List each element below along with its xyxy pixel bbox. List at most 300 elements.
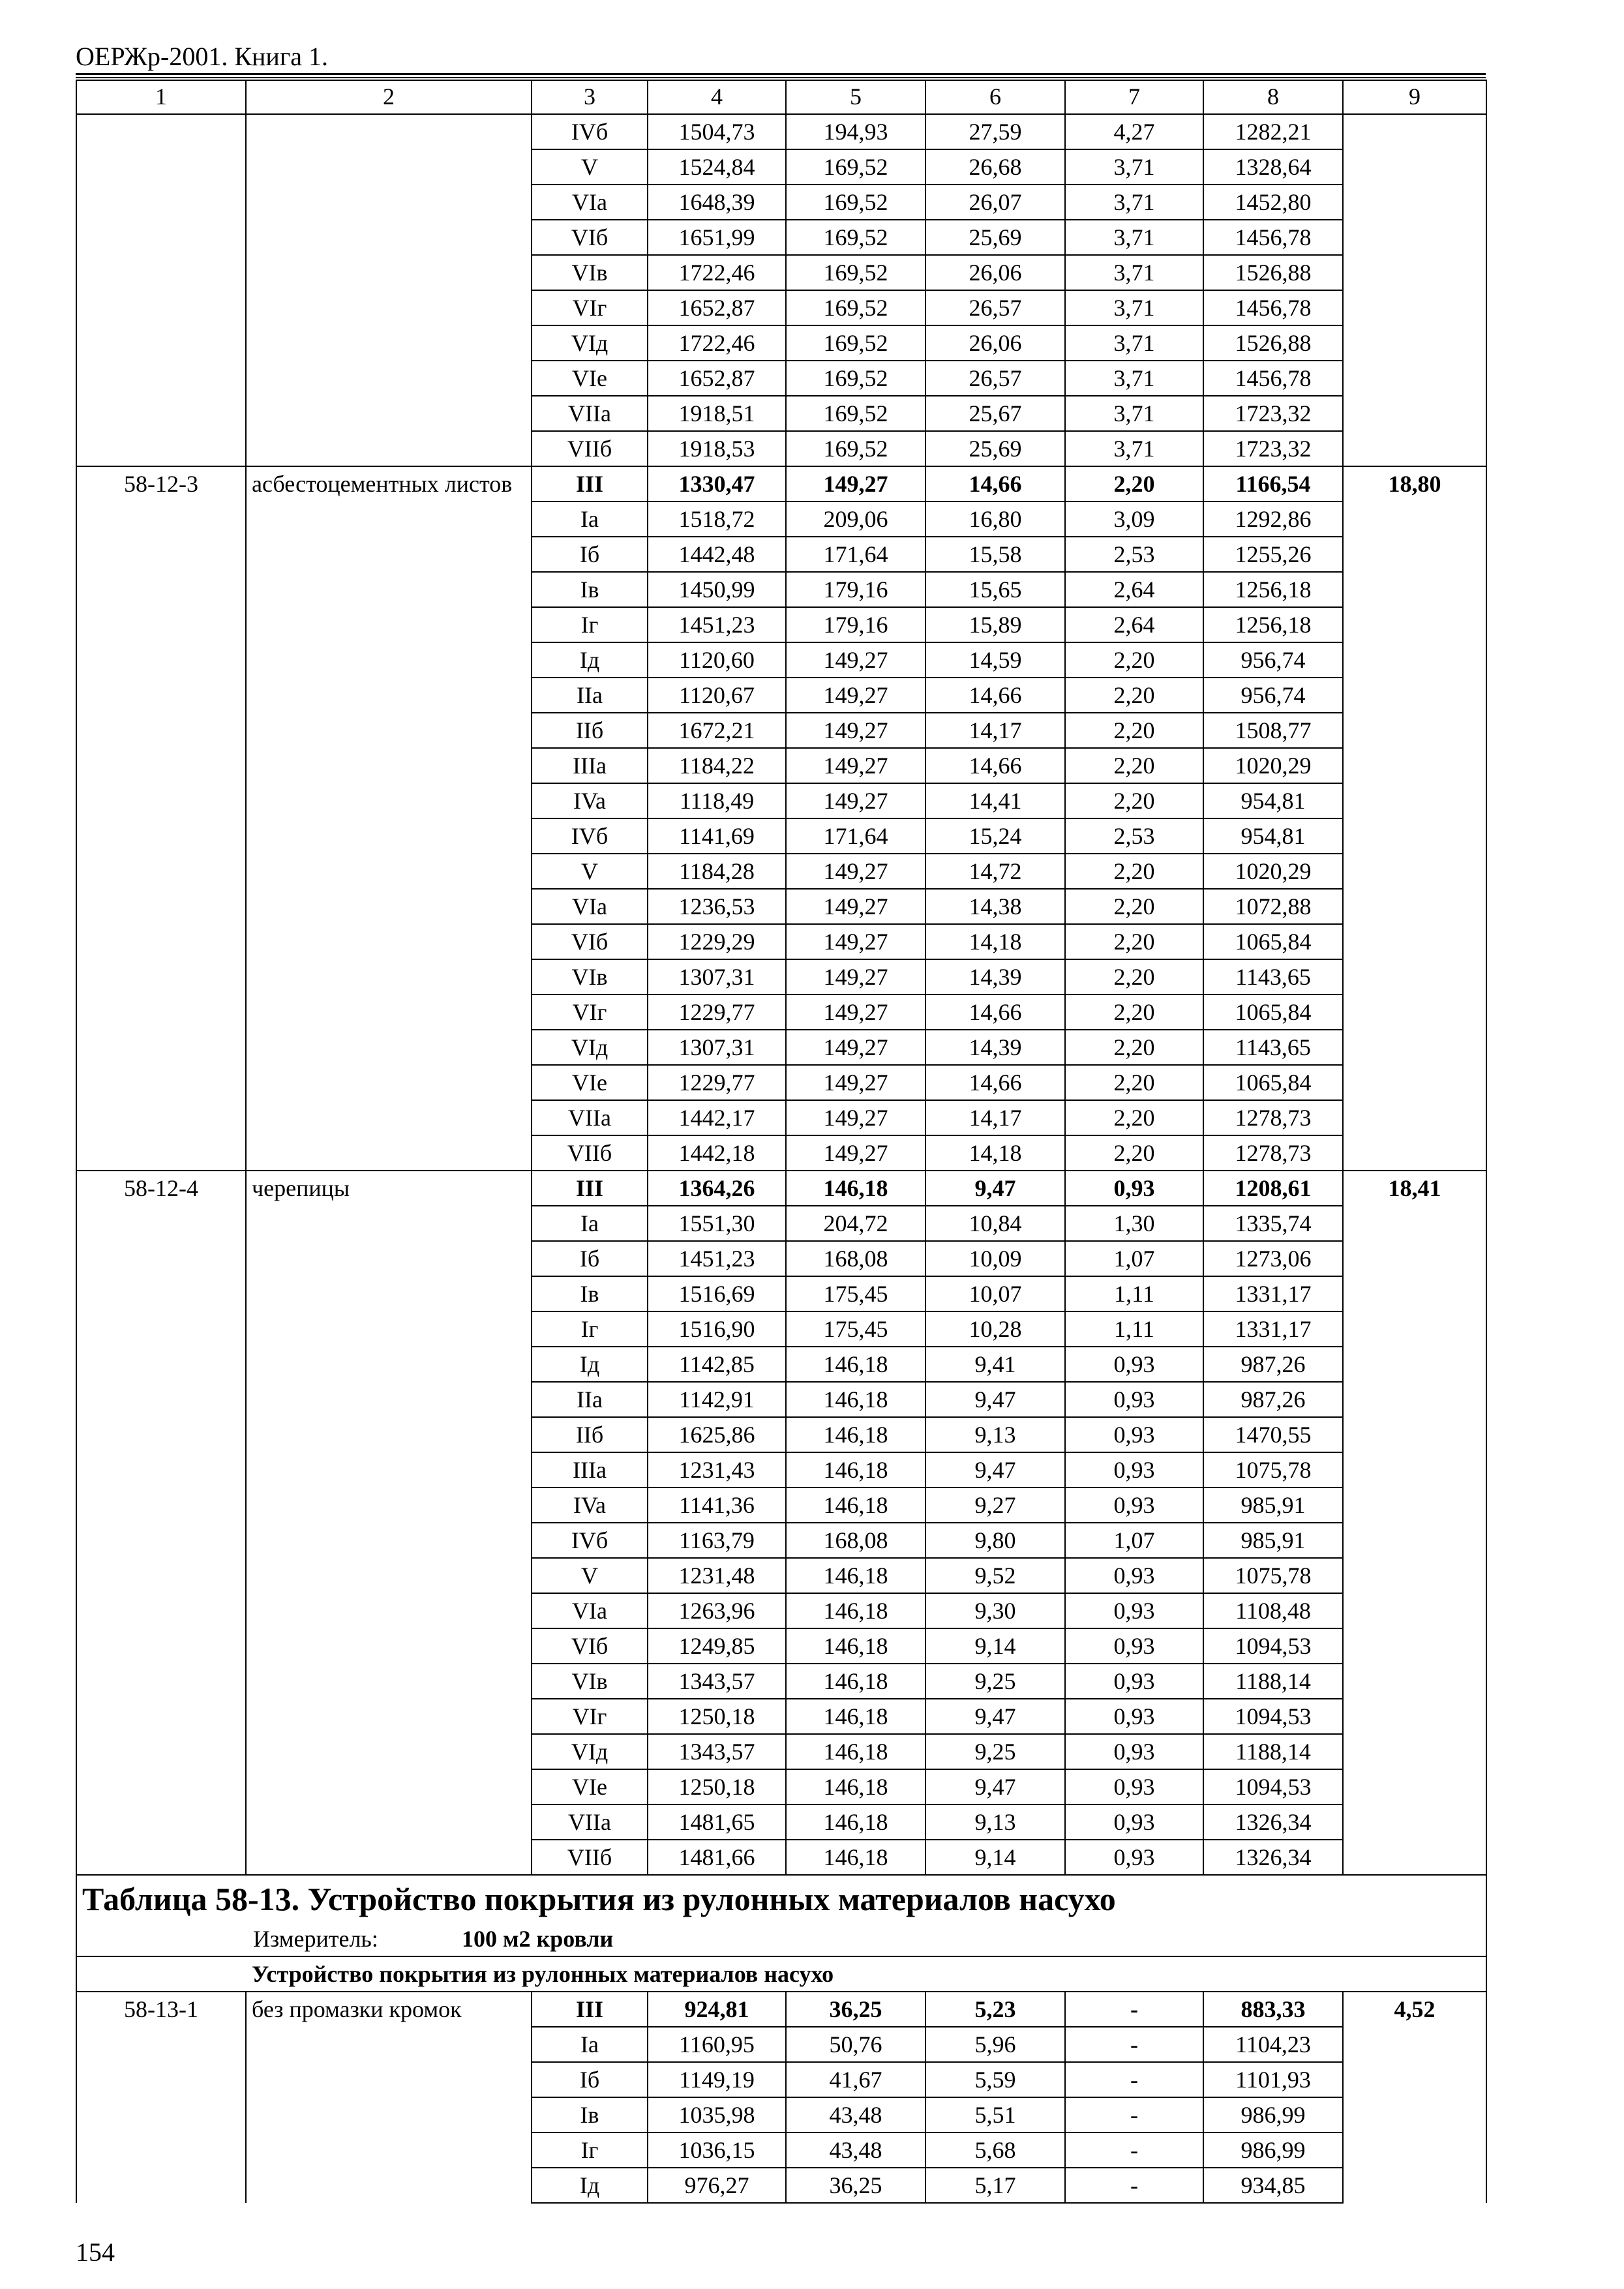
- table-cell: 0,93: [1065, 1417, 1203, 1452]
- table-cell: 9,47: [925, 1382, 1065, 1417]
- table-cell: IVб: [532, 818, 648, 854]
- table-cell: 149,27: [786, 1030, 925, 1065]
- table-cell: Ia: [532, 501, 648, 537]
- table-cell: 1141,36: [648, 1488, 786, 1523]
- table-cell: 2,20: [1065, 1135, 1203, 1171]
- table-cell: III: [532, 466, 648, 501]
- table-cell: 2,20: [1065, 748, 1203, 783]
- table-cell: 169,52: [786, 255, 925, 290]
- table-cell: 27,59: [925, 114, 1065, 149]
- table-cell: 3,71: [1065, 325, 1203, 361]
- table-row: [76, 1992, 1486, 2027]
- table-cell: 14,41: [925, 783, 1065, 818]
- table-cell: 15,24: [925, 818, 1065, 854]
- table-cell: IIIa: [532, 748, 648, 783]
- table-cell: 14,17: [925, 1100, 1065, 1135]
- table-cell: 956,74: [1203, 642, 1343, 678]
- table-cell: IIa: [532, 1382, 648, 1417]
- table-cell: 1651,99: [648, 220, 786, 255]
- table-cell: 9,47: [925, 1171, 1065, 1206]
- table-cell: 1035,98: [648, 2097, 786, 2132]
- table-cell: Ia: [532, 1206, 648, 1241]
- table-cell: Iг: [532, 1311, 648, 1347]
- table-cell: 1101,93: [1203, 2062, 1343, 2097]
- table-cell: 1450,99: [648, 572, 786, 607]
- table-cell: 1208,61: [1203, 1171, 1343, 1206]
- header-rule: [76, 73, 1486, 75]
- table-cell: IIa: [532, 678, 648, 713]
- table-cell: 1,11: [1065, 1311, 1203, 1347]
- table-cell: IIIa: [532, 1452, 648, 1488]
- table-cell: 25,69: [925, 431, 1065, 466]
- table-cell: 146,18: [786, 1558, 925, 1593]
- table-cell: Iг: [532, 2132, 648, 2168]
- table-cell: 976,27: [648, 2168, 786, 2203]
- table-cell: 15,65: [925, 572, 1065, 607]
- table-cell: -: [1065, 2168, 1203, 2203]
- table-cell: 2,64: [1065, 572, 1203, 607]
- table-cell: 146,18: [786, 1171, 925, 1206]
- table-cell: 50,76: [786, 2027, 925, 2062]
- table-cell: 3,71: [1065, 185, 1203, 220]
- item-code: 58-12-3: [76, 466, 246, 1171]
- table-cell: 36,25: [786, 1992, 925, 2027]
- table-cell: 14,18: [925, 924, 1065, 959]
- table-cell: 1036,15: [648, 2132, 786, 2168]
- table-cell: 1526,88: [1203, 325, 1343, 361]
- table-cell: 14,72: [925, 854, 1065, 889]
- table-cell: 1141,69: [648, 818, 786, 854]
- table-cell: VIв: [532, 1664, 648, 1699]
- table-cell: Iб: [532, 1241, 648, 1276]
- table-cell: 14,66: [925, 678, 1065, 713]
- table-title: Таблица 58-13. Устройство покрытия из рулонных материалов насухо: [76, 1875, 1486, 1922]
- table-cell: 1551,30: [648, 1206, 786, 1241]
- table-cell: 987,26: [1203, 1347, 1343, 1382]
- table-cell: -: [1065, 2097, 1203, 2132]
- table-cell: 14,66: [925, 748, 1065, 783]
- item-code: 58-12-4: [76, 1171, 246, 1875]
- table-cell: VIб: [532, 1628, 648, 1664]
- table-cell: 26,57: [925, 290, 1065, 325]
- table-cell: IVб: [532, 1523, 648, 1558]
- table-cell: 194,93: [786, 114, 925, 149]
- table-cell: 146,18: [786, 1347, 925, 1382]
- table-cell: 209,06: [786, 501, 925, 537]
- table-cell: 146,18: [786, 1593, 925, 1628]
- table-cell: 1,11: [1065, 1276, 1203, 1311]
- table-cell: IVб: [532, 114, 648, 149]
- item-labor-cost: 18,80: [1343, 466, 1486, 1171]
- table-cell: 175,45: [786, 1311, 925, 1347]
- table-cell: 26,06: [925, 255, 1065, 290]
- table-cell: 1163,79: [648, 1523, 786, 1558]
- table-cell: III: [532, 1171, 648, 1206]
- table-cell: 175,45: [786, 1276, 925, 1311]
- table-cell: Iг: [532, 607, 648, 642]
- table-cell: 1648,39: [648, 185, 786, 220]
- table-cell: 2,20: [1065, 678, 1203, 713]
- table-cell: 1249,85: [648, 1628, 786, 1664]
- table-cell: 3,71: [1065, 149, 1203, 185]
- table-row: [76, 114, 1486, 149]
- table-cell: 1292,86: [1203, 501, 1343, 537]
- table-cell: 2,20: [1065, 995, 1203, 1030]
- table-cell: 171,64: [786, 818, 925, 854]
- table-cell: VIIб: [532, 431, 648, 466]
- table-cell: 149,27: [786, 959, 925, 995]
- item-name: [246, 114, 532, 466]
- table-cell: 1231,48: [648, 1558, 786, 1593]
- table-cell: 1256,18: [1203, 607, 1343, 642]
- table-cell: 986,99: [1203, 2132, 1343, 2168]
- table-cell: 1188,14: [1203, 1734, 1343, 1769]
- table-cell: 1335,74: [1203, 1206, 1343, 1241]
- table-cell: 1184,22: [648, 748, 786, 783]
- table-cell: 14,18: [925, 1135, 1065, 1171]
- table-cell: VIa: [532, 889, 648, 924]
- table-cell: 169,52: [786, 325, 925, 361]
- table-cell: 1065,84: [1203, 1065, 1343, 1100]
- table-cell: 2,20: [1065, 924, 1203, 959]
- table-cell: 0,93: [1065, 1171, 1203, 1206]
- table-cell: 0,93: [1065, 1593, 1203, 1628]
- table-cell: 0,93: [1065, 1452, 1203, 1488]
- column-number: 8: [1203, 80, 1343, 114]
- table-cell: III: [532, 1992, 648, 2027]
- table-cell: 16,80: [925, 501, 1065, 537]
- column-number: 1: [76, 80, 246, 114]
- table-cell: 146,18: [786, 1699, 925, 1734]
- table-cell: 1504,73: [648, 114, 786, 149]
- table-cell: 9,47: [925, 1452, 1065, 1488]
- table-cell: 1273,06: [1203, 1241, 1343, 1276]
- table-cell: 1065,84: [1203, 995, 1343, 1030]
- table-cell: 1364,26: [648, 1171, 786, 1206]
- table-cell: 9,13: [925, 1417, 1065, 1452]
- table-cell: 1149,19: [648, 2062, 786, 2097]
- table-cell: 1020,29: [1203, 854, 1343, 889]
- table-cell: 1456,78: [1203, 361, 1343, 396]
- table-cell: 149,27: [786, 678, 925, 713]
- table-cell: 149,27: [786, 713, 925, 748]
- table-cell: 1231,43: [648, 1452, 786, 1488]
- table-cell: 954,81: [1203, 783, 1343, 818]
- table-cell: 146,18: [786, 1734, 925, 1769]
- table-cell: 1516,90: [648, 1311, 786, 1347]
- table-cell: 1,07: [1065, 1523, 1203, 1558]
- table-cell: VIб: [532, 924, 648, 959]
- table-cell: VIд: [532, 325, 648, 361]
- table-cell: VIe: [532, 361, 648, 396]
- table-cell: 1188,14: [1203, 1664, 1343, 1699]
- table-cell: 149,27: [786, 995, 925, 1030]
- table-cell: VIIб: [532, 1840, 648, 1875]
- header-rule-secondary: [76, 77, 1486, 78]
- table-cell: 1330,47: [648, 466, 786, 501]
- table-cell: 1104,23: [1203, 2027, 1343, 2062]
- table-cell: IIб: [532, 713, 648, 748]
- table-cell: 169,52: [786, 290, 925, 325]
- table-cell: 0,93: [1065, 1769, 1203, 1804]
- table-cell: 149,27: [786, 466, 925, 501]
- table-cell: 15,89: [925, 607, 1065, 642]
- table-cell: 146,18: [786, 1488, 925, 1523]
- table-cell: VIд: [532, 1734, 648, 1769]
- table-cell: 26,07: [925, 185, 1065, 220]
- table-cell: 1518,72: [648, 501, 786, 537]
- column-number: 2: [246, 80, 532, 114]
- price-table: [76, 80, 1487, 2204]
- table-cell: 0,93: [1065, 1347, 1203, 1382]
- table-cell: 2,20: [1065, 959, 1203, 995]
- table-cell: 10,84: [925, 1206, 1065, 1241]
- table-cell: Iд: [532, 1347, 648, 1382]
- table-cell: 9,47: [925, 1769, 1065, 1804]
- table-cell: 149,27: [786, 783, 925, 818]
- table-cell: 1918,53: [648, 431, 786, 466]
- table-cell: 14,38: [925, 889, 1065, 924]
- table-cell: 1065,84: [1203, 924, 1343, 959]
- table-cell: 3,71: [1065, 255, 1203, 290]
- table-cell: 169,52: [786, 396, 925, 431]
- table-cell: -: [1065, 2132, 1203, 2168]
- table-cell: 1094,53: [1203, 1628, 1343, 1664]
- table-title-row: [76, 1875, 1486, 1922]
- table-cell: 149,27: [786, 889, 925, 924]
- table-cell: 1229,29: [648, 924, 786, 959]
- table-cell: 1278,73: [1203, 1100, 1343, 1135]
- table-cell: 2,20: [1065, 1100, 1203, 1135]
- table-cell: 1120,60: [648, 642, 786, 678]
- table-cell: VIa: [532, 1593, 648, 1628]
- table-cell: 2,20: [1065, 783, 1203, 818]
- table-cell: 1526,88: [1203, 255, 1343, 290]
- table-cell: 14,66: [925, 1065, 1065, 1100]
- table-cell: 0,93: [1065, 1664, 1203, 1699]
- table-cell: 956,74: [1203, 678, 1343, 713]
- table-cell: 2,64: [1065, 607, 1203, 642]
- table-cell: 5,23: [925, 1992, 1065, 2027]
- table-cell: 149,27: [786, 1100, 925, 1135]
- table-cell: 1331,17: [1203, 1311, 1343, 1347]
- subheading-cell: [76, 1956, 1486, 1992]
- table-cell: 1160,95: [648, 2027, 786, 2062]
- table-cell: VIб: [532, 220, 648, 255]
- table-cell: V: [532, 1558, 648, 1593]
- table-cell: 1442,18: [648, 1135, 786, 1171]
- table-cell: 1625,86: [648, 1417, 786, 1452]
- table-cell: 169,52: [786, 149, 925, 185]
- table-cell: 0,93: [1065, 1840, 1203, 1875]
- table-cell: VIв: [532, 959, 648, 995]
- table-cell: 14,59: [925, 642, 1065, 678]
- table-cell: 149,27: [786, 748, 925, 783]
- table-cell: 168,08: [786, 1241, 925, 1276]
- table-cell: 5,17: [925, 2168, 1065, 2203]
- table-cell: VIe: [532, 1065, 648, 1100]
- table-cell: 1229,77: [648, 1065, 786, 1100]
- table-cell: 1255,26: [1203, 537, 1343, 572]
- table-cell: 1343,57: [648, 1734, 786, 1769]
- column-number: 6: [925, 80, 1065, 114]
- table-cell: 10,07: [925, 1276, 1065, 1311]
- table-cell: 1470,55: [1203, 1417, 1343, 1452]
- table-cell: 1282,21: [1203, 114, 1343, 149]
- table-cell: 41,67: [786, 2062, 925, 2097]
- table-cell: 2,20: [1065, 1030, 1203, 1065]
- table-cell: Ia: [532, 2027, 648, 2062]
- table-cell: Iб: [532, 2062, 648, 2097]
- table-cell: Iб: [532, 537, 648, 572]
- table-cell: 1142,91: [648, 1382, 786, 1417]
- subheading-row: [76, 1956, 1486, 1992]
- table-cell: 14,17: [925, 713, 1065, 748]
- table-cell: 0,93: [1065, 1734, 1203, 1769]
- item-labor-cost: [1343, 114, 1486, 466]
- table-cell: 9,52: [925, 1558, 1065, 1593]
- table-cell: 9,27: [925, 1488, 1065, 1523]
- item-code: 58-13-1: [76, 1992, 246, 2203]
- table-cell: 3,71: [1065, 361, 1203, 396]
- table-cell: 15,58: [925, 537, 1065, 572]
- table-cell: 0,93: [1065, 1382, 1203, 1417]
- table-cell: 5,59: [925, 2062, 1065, 2097]
- table-cell: 169,52: [786, 220, 925, 255]
- table-cell: 1456,78: [1203, 220, 1343, 255]
- table-cell: 14,66: [925, 466, 1065, 501]
- table-cell: 1229,77: [648, 995, 786, 1030]
- table-cell: 1256,18: [1203, 572, 1343, 607]
- table-cell: 1652,87: [648, 290, 786, 325]
- table-cell: 1,30: [1065, 1206, 1203, 1241]
- table-cell: VIв: [532, 255, 648, 290]
- table-cell: Iв: [532, 1276, 648, 1311]
- table-cell: Iв: [532, 2097, 648, 2132]
- column-number: 3: [532, 80, 648, 114]
- unit-value: 100 м2 кровли: [462, 1926, 614, 1952]
- table-cell: -: [1065, 1992, 1203, 2027]
- table-cell: 10,28: [925, 1311, 1065, 1347]
- table-cell: 179,16: [786, 607, 925, 642]
- table-cell: 1263,96: [648, 1593, 786, 1628]
- table-cell: 9,25: [925, 1664, 1065, 1699]
- table-row: [76, 1171, 1486, 1206]
- table-cell: 1072,88: [1203, 889, 1343, 924]
- table-cell: 3,71: [1065, 396, 1203, 431]
- table-cell: 9,80: [925, 1523, 1065, 1558]
- table-cell: 2,20: [1065, 889, 1203, 924]
- table-cell: 1516,69: [648, 1276, 786, 1311]
- table-cell: 146,18: [786, 1452, 925, 1488]
- table-cell: VIIa: [532, 1804, 648, 1840]
- table-cell: 1918,51: [648, 396, 786, 431]
- table-cell: VIIa: [532, 1100, 648, 1135]
- table-cell: 9,13: [925, 1804, 1065, 1840]
- table-cell: 4,27: [1065, 114, 1203, 149]
- table-cell: VIг: [532, 995, 648, 1030]
- table-cell: 987,26: [1203, 1382, 1343, 1417]
- table-cell: 1020,29: [1203, 748, 1343, 783]
- table-cell: 0,93: [1065, 1488, 1203, 1523]
- table-cell: 1166,54: [1203, 466, 1343, 501]
- column-number-row: [76, 80, 1486, 114]
- table-cell: 146,18: [786, 1417, 925, 1452]
- table-cell: 1331,17: [1203, 1276, 1343, 1311]
- table-cell: 14,66: [925, 995, 1065, 1030]
- table-cell: 954,81: [1203, 818, 1343, 854]
- table-cell: 0,93: [1065, 1804, 1203, 1840]
- table-cell: 1250,18: [648, 1699, 786, 1734]
- table-cell: 1075,78: [1203, 1558, 1343, 1593]
- table-cell: 1723,32: [1203, 431, 1343, 466]
- table-cell: 1075,78: [1203, 1452, 1343, 1488]
- table-cell: 169,52: [786, 361, 925, 396]
- item-name: без промазки кромок: [246, 1992, 532, 2203]
- table-cell: 26,06: [925, 325, 1065, 361]
- table-cell: 1328,64: [1203, 149, 1343, 185]
- item-labor-cost: 4,52: [1343, 1992, 1486, 2203]
- page-number: 154: [76, 2237, 115, 2267]
- table-cell: 1184,28: [648, 854, 786, 889]
- table-cell: 2,20: [1065, 1065, 1203, 1100]
- table-cell: 1723,32: [1203, 396, 1343, 431]
- table-cell: 1307,31: [648, 1030, 786, 1065]
- table-cell: VIг: [532, 1699, 648, 1734]
- table-cell: 924,81: [648, 1992, 786, 2027]
- table-cell: 883,33: [1203, 1992, 1343, 2027]
- table-cell: 1094,53: [1203, 1699, 1343, 1734]
- table-cell: 146,18: [786, 1769, 925, 1804]
- table-cell: 146,18: [786, 1664, 925, 1699]
- table-cell: 0,93: [1065, 1699, 1203, 1734]
- table-cell: VIa: [532, 185, 648, 220]
- table-cell: 14,39: [925, 1030, 1065, 1065]
- table-cell: 1142,85: [648, 1347, 786, 1382]
- table-cell: 1456,78: [1203, 290, 1343, 325]
- table-cell: 1143,65: [1203, 959, 1343, 995]
- table-cell: 1108,48: [1203, 1593, 1343, 1628]
- table-cell: 36,25: [786, 2168, 925, 2203]
- table-cell: 985,91: [1203, 1523, 1343, 1558]
- unit-row: [76, 1922, 1486, 1956]
- table-cell: 1118,49: [648, 783, 786, 818]
- table-cell: 146,18: [786, 1628, 925, 1664]
- column-number: 7: [1065, 80, 1203, 114]
- table-cell: 2,53: [1065, 818, 1203, 854]
- table-cell: 149,27: [786, 1135, 925, 1171]
- column-number: 5: [786, 80, 925, 114]
- table-cell: IVa: [532, 1488, 648, 1523]
- table-cell: VIIa: [532, 396, 648, 431]
- column-number: 4: [648, 80, 786, 114]
- table-cell: 1452,80: [1203, 185, 1343, 220]
- table-cell: 2,20: [1065, 854, 1203, 889]
- table-cell: 9,47: [925, 1699, 1065, 1734]
- table-cell: 1094,53: [1203, 1769, 1343, 1804]
- item-name: черепицы: [246, 1171, 532, 1875]
- table-cell: -: [1065, 2027, 1203, 2062]
- table-cell: 0,93: [1065, 1558, 1203, 1593]
- table-cell: 2,53: [1065, 537, 1203, 572]
- table-cell: 3,09: [1065, 501, 1203, 537]
- table-cell: 9,41: [925, 1347, 1065, 1382]
- table-cell: 5,96: [925, 2027, 1065, 2062]
- table-cell: 1143,65: [1203, 1030, 1343, 1065]
- table-cell: 5,51: [925, 2097, 1065, 2132]
- table-cell: IIб: [532, 1417, 648, 1452]
- table-cell: 934,85: [1203, 2168, 1343, 2203]
